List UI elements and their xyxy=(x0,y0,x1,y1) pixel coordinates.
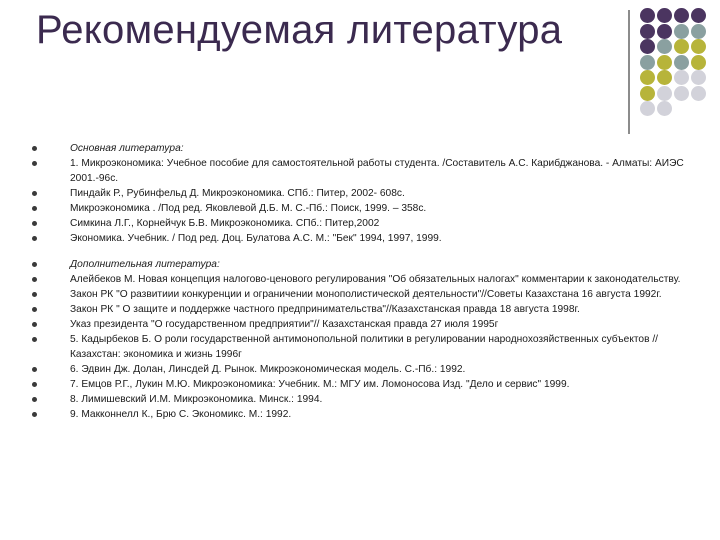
bullet-icon xyxy=(32,307,37,312)
bullet-icon xyxy=(32,161,37,166)
bullet-icon xyxy=(32,412,37,417)
list-item xyxy=(32,257,692,272)
bullet-icon xyxy=(32,146,37,151)
reference-text: Микроэкономика . /Под ред. Яковлевой Д.Б. М. С.-Пб.: Поиск, 1999. – 358с. xyxy=(70,203,427,214)
list-item xyxy=(32,377,692,392)
bullet-icon xyxy=(32,367,37,372)
list-item xyxy=(32,317,692,332)
list-item xyxy=(32,272,692,287)
list-item xyxy=(32,332,692,362)
decorative-dot xyxy=(640,8,655,23)
decorative-dot xyxy=(691,8,706,23)
bullet-icon xyxy=(32,277,37,282)
bullet-icon xyxy=(32,382,37,387)
reference-text: 7. Емцов Р.Г., Лукин М.Ю. Микроэкономика: Учебник. М.: МГУ им. Ломоносова Изд. "Дело и сервис" 1999. xyxy=(70,379,570,390)
decorative-dot xyxy=(640,70,655,85)
bullet-icon xyxy=(32,191,37,196)
decorative-dot xyxy=(640,24,655,39)
reference-text: Пиндайк Р., Рубинфельд Д. Микроэкономика. СПб.: Питер, 2002- 608с. xyxy=(70,188,405,199)
list-item xyxy=(32,201,692,216)
reference-text: 8. Лимишевский И.М. Микроэкономика. Минск.: 1994. xyxy=(70,394,323,405)
reference-text: 5. Кадырбеков Б. О роли государственной антимонопольной политики в регулировании народнохозяйственных субъектов // Казахстан: экономика и жизнь 1996г xyxy=(70,334,659,360)
bullet-icon xyxy=(32,397,37,402)
reference-text: 9. Макконнелл К., Брю С. Экономикс. М.: 1992. xyxy=(70,409,292,420)
decorative-dot-grid xyxy=(640,8,720,120)
reference-text: 6. Эдвин Дж. Долан, Линсдей Д. Рынок. Микроэкономическая модель. С.-Пб.: 1992. xyxy=(70,364,466,375)
list-item xyxy=(32,231,692,246)
bullet-icon xyxy=(32,262,37,267)
decorative-dot xyxy=(691,24,706,39)
decorative-divider xyxy=(628,10,630,134)
decorative-dot xyxy=(674,86,689,101)
bullet-icon xyxy=(32,221,37,226)
decorative-dot xyxy=(691,39,706,54)
decorative-dot xyxy=(657,86,672,101)
decorative-dot xyxy=(674,8,689,23)
page-title: Рекомендуемая литература xyxy=(36,8,563,52)
list-item xyxy=(32,392,692,407)
decorative-dot xyxy=(657,101,672,116)
decorative-dot xyxy=(640,39,655,54)
reference-text: Симкина Л.Г., Корнейчук Б.В. Микроэкономика. СПб.: Питер,2002 xyxy=(70,218,380,229)
bullet-icon xyxy=(32,322,37,327)
list-item xyxy=(32,362,692,377)
bullet-icon xyxy=(32,206,37,211)
decorative-dot xyxy=(691,70,706,85)
section-heading-additional: Дополнительная литература: xyxy=(70,259,220,270)
decorative-dot xyxy=(657,8,672,23)
reference-text: Экономика. Учебник. / Под ред. Доц. Булатова А.С. М.: "Бек" 1994, 1997, 1999. xyxy=(70,233,442,244)
reference-text: Алейбеков М. Новая концепция налогово-ценового регулирования "Об обязательных налогах" комментарии к законодательству. xyxy=(70,274,681,285)
reference-text: Закон РК "О развитиии конкуренции и ограничении монополистической деятельности"//Советы Казахстана 16 августа 1992г. xyxy=(70,289,662,300)
bullet-icon xyxy=(32,236,37,241)
reference-text: Закон РК " О защите и поддержке частного предпринимательства"//Казахстанская правда 18 августа 1998г. xyxy=(70,304,580,315)
decorative-dot xyxy=(657,39,672,54)
decorative-dot xyxy=(640,55,655,70)
list-item xyxy=(32,141,692,156)
decorative-dot xyxy=(674,70,689,85)
bullet-icon xyxy=(32,337,37,342)
list-item xyxy=(32,216,692,231)
bullet-icon xyxy=(32,292,37,297)
decorative-dot xyxy=(691,86,706,101)
list-item xyxy=(32,287,692,302)
decorative-dot xyxy=(657,24,672,39)
literature-list xyxy=(32,141,692,422)
list-item xyxy=(32,302,692,317)
decorative-dot xyxy=(640,86,655,101)
decorative-dot xyxy=(674,55,689,70)
section-heading-main: Основная литература: xyxy=(70,143,184,154)
decorative-dot xyxy=(674,39,689,54)
decorative-dot xyxy=(657,55,672,70)
decorative-dot xyxy=(691,55,706,70)
decorative-dot xyxy=(674,24,689,39)
decorative-dot xyxy=(640,101,655,116)
reference-text: 1. Микроэкономика: Учебное пособие для самостоятельной работы студента. /Составитель А.С. Карибджанова. - Алматы: АИЭС 2001.-96с. xyxy=(70,158,684,184)
list-item xyxy=(32,186,692,201)
reference-text: Указ президента "О государственном предприятии"// Казахстанская правда 27 июля 1995г xyxy=(70,319,499,330)
list-item xyxy=(32,156,692,186)
decorative-dot xyxy=(657,70,672,85)
list-item xyxy=(32,407,692,422)
